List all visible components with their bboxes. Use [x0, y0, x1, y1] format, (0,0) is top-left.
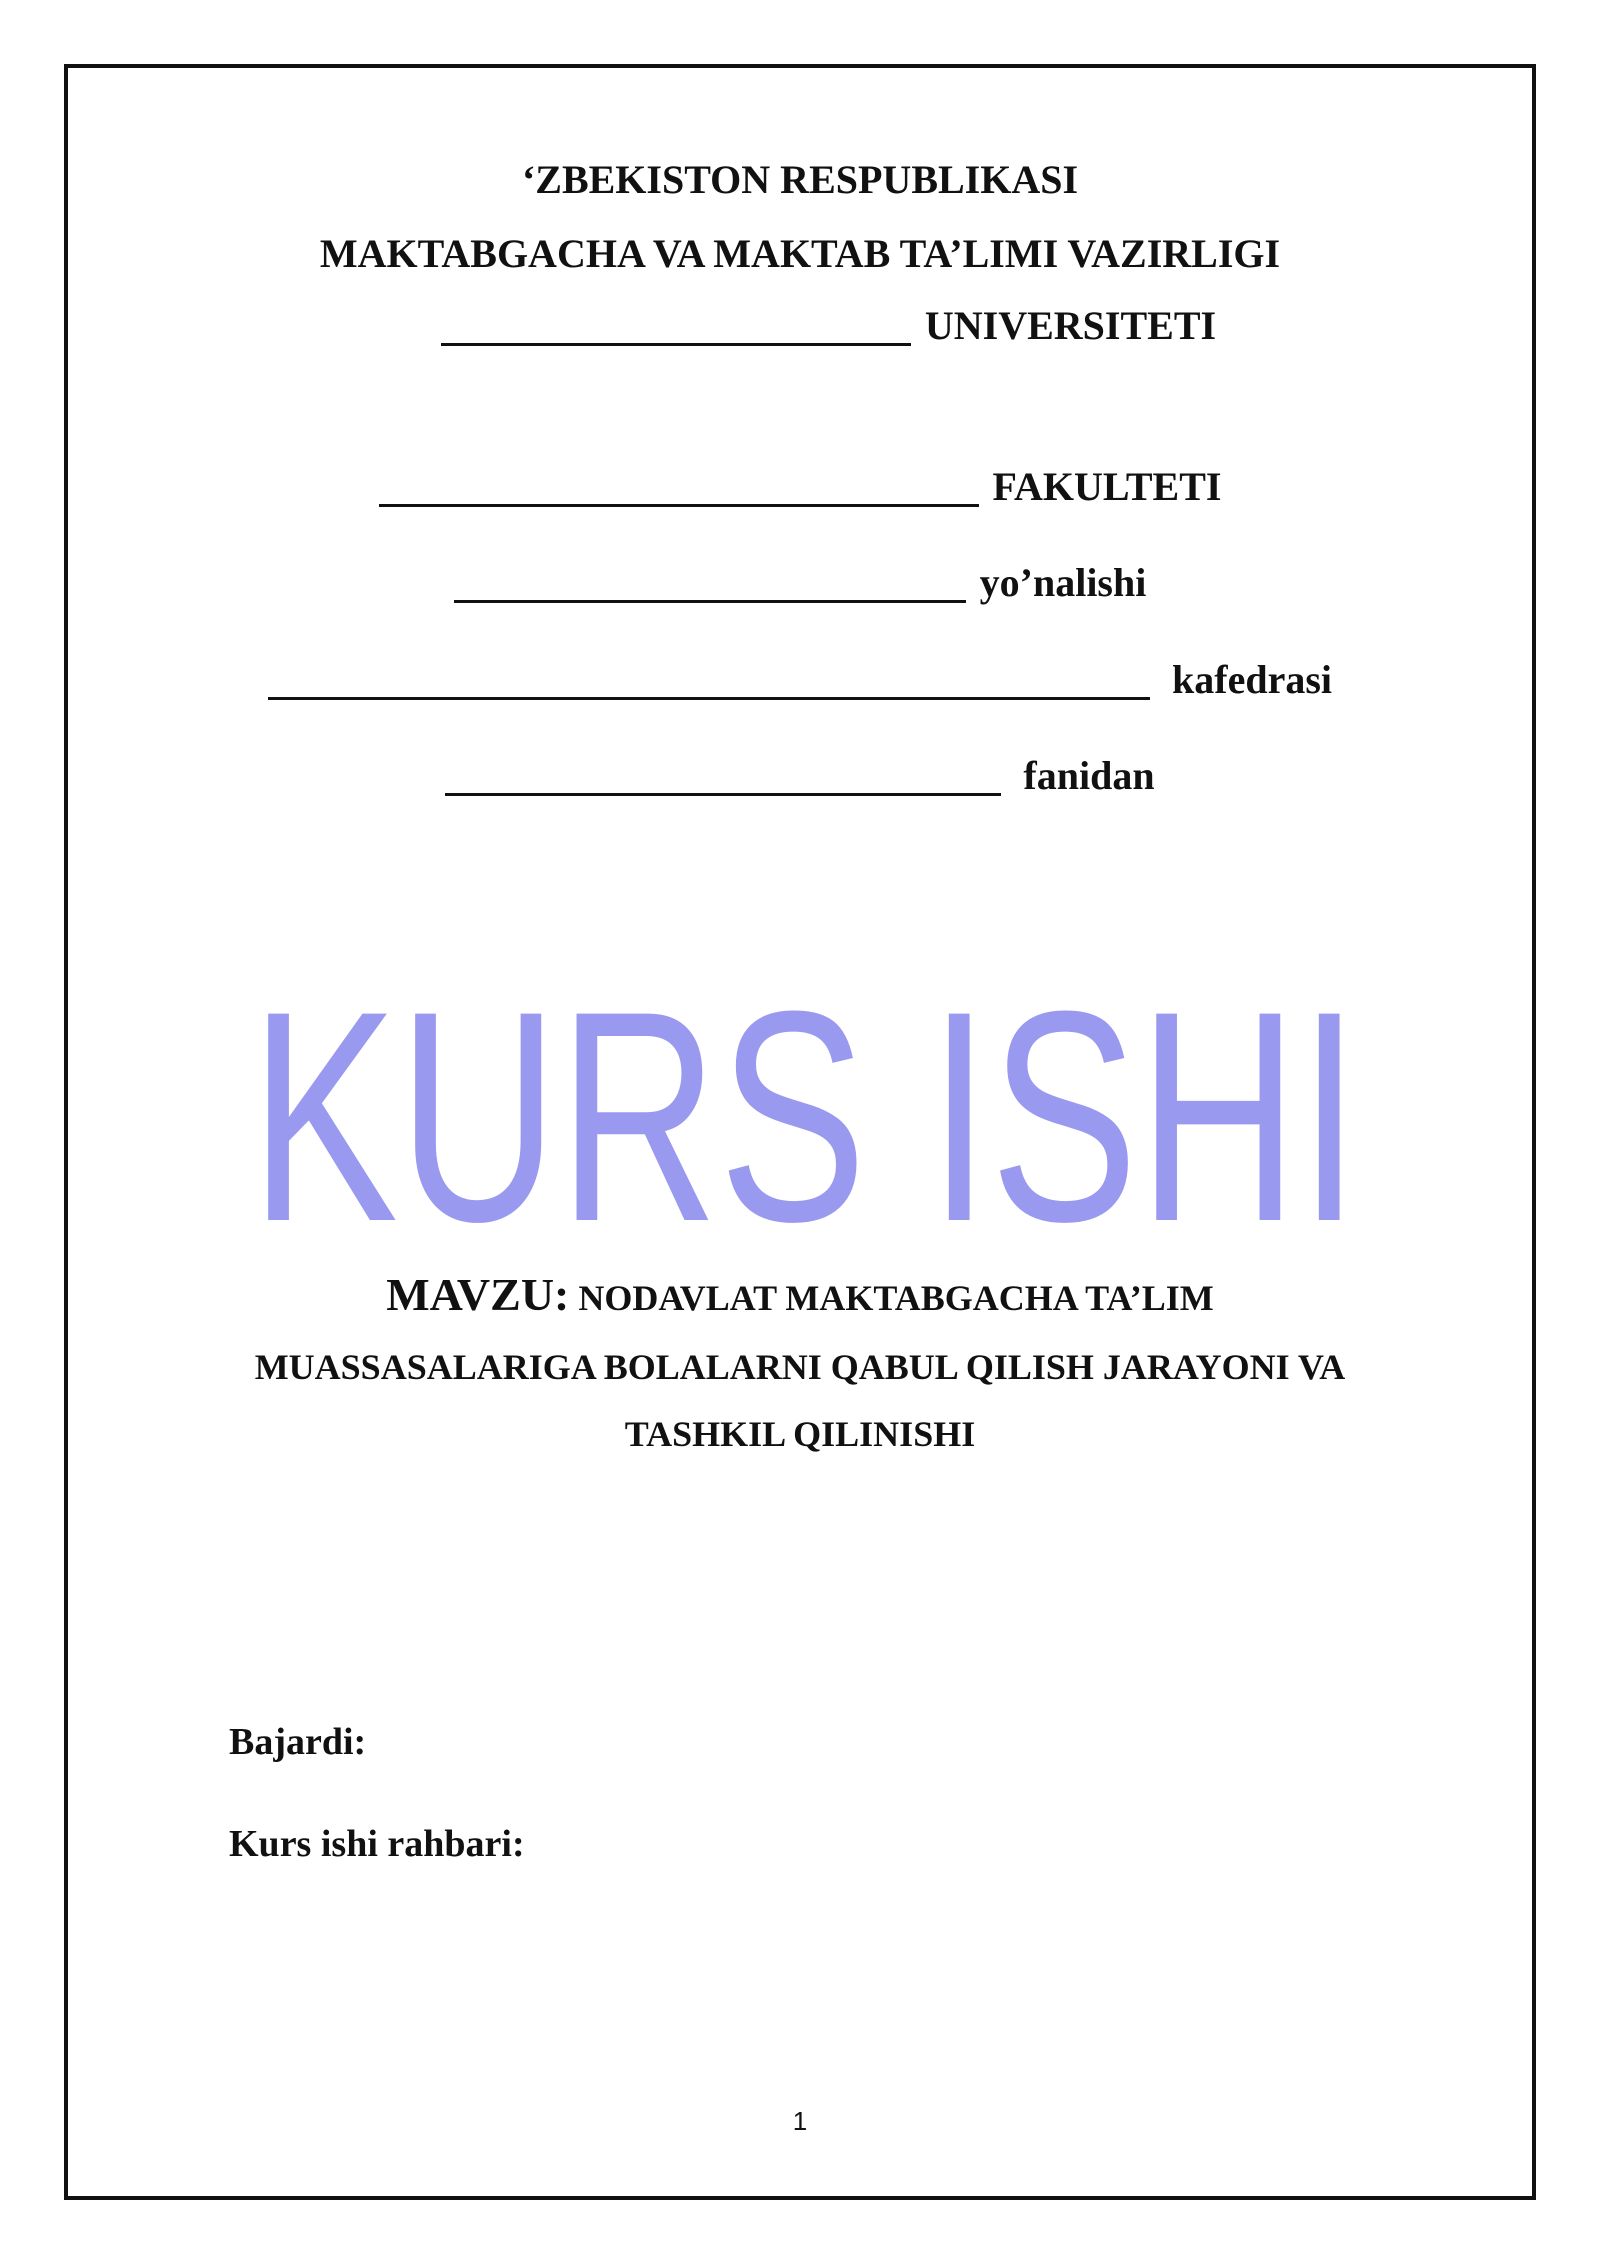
- topic-heading: [0, 1268, 1600, 1321]
- topic-line-2: MUASSASALARIGA BOLALARNI QABUL QILISH JARAYONI VA: [254, 1347, 1346, 1387]
- university-blank: [441, 309, 911, 346]
- department-label: kafedrasi: [1172, 657, 1332, 702]
- wordart-title: [0, 920, 1600, 1250]
- subject-line: [0, 753, 1600, 798]
- subject-label: fanidan: [1023, 753, 1155, 798]
- university-label: UNIVERSITETI: [924, 303, 1217, 348]
- faculty-blank: [379, 470, 979, 507]
- faculty-line: [0, 464, 1600, 509]
- wordart-title-graphic: [0, 920, 1600, 1250]
- topic-label: MAVZU:: [386, 1269, 570, 1320]
- department-blank: [268, 663, 1150, 700]
- ministry-heading: MAKTABGACHA VA MAKTAB TA’LIMI VAZIRLIGI: [319, 231, 1281, 276]
- topic-line-1: NODAVLAT MAKTABGACHA TA’LIM: [578, 1278, 1214, 1318]
- faculty-label: FAKULTETI: [992, 464, 1222, 509]
- title-text: KURS ISHI: [250, 948, 1360, 1250]
- direction-blank: [454, 566, 966, 603]
- country-heading: ‘ZBEKISTON RESPUBLIKASI: [521, 157, 1079, 202]
- page-number: 1: [792, 2106, 808, 2136]
- performer-label: Bajardi:: [229, 1721, 367, 1763]
- subject-blank: [445, 759, 1001, 796]
- department-line: [0, 657, 1600, 702]
- direction-line: [0, 560, 1600, 605]
- supervisor-label: Kurs ishi rahbari:: [229, 1823, 525, 1865]
- topic-line-3: TASHKIL QILINISHI: [624, 1414, 976, 1454]
- university-line: [0, 303, 1600, 348]
- direction-label: yo’nalishi: [979, 560, 1147, 605]
